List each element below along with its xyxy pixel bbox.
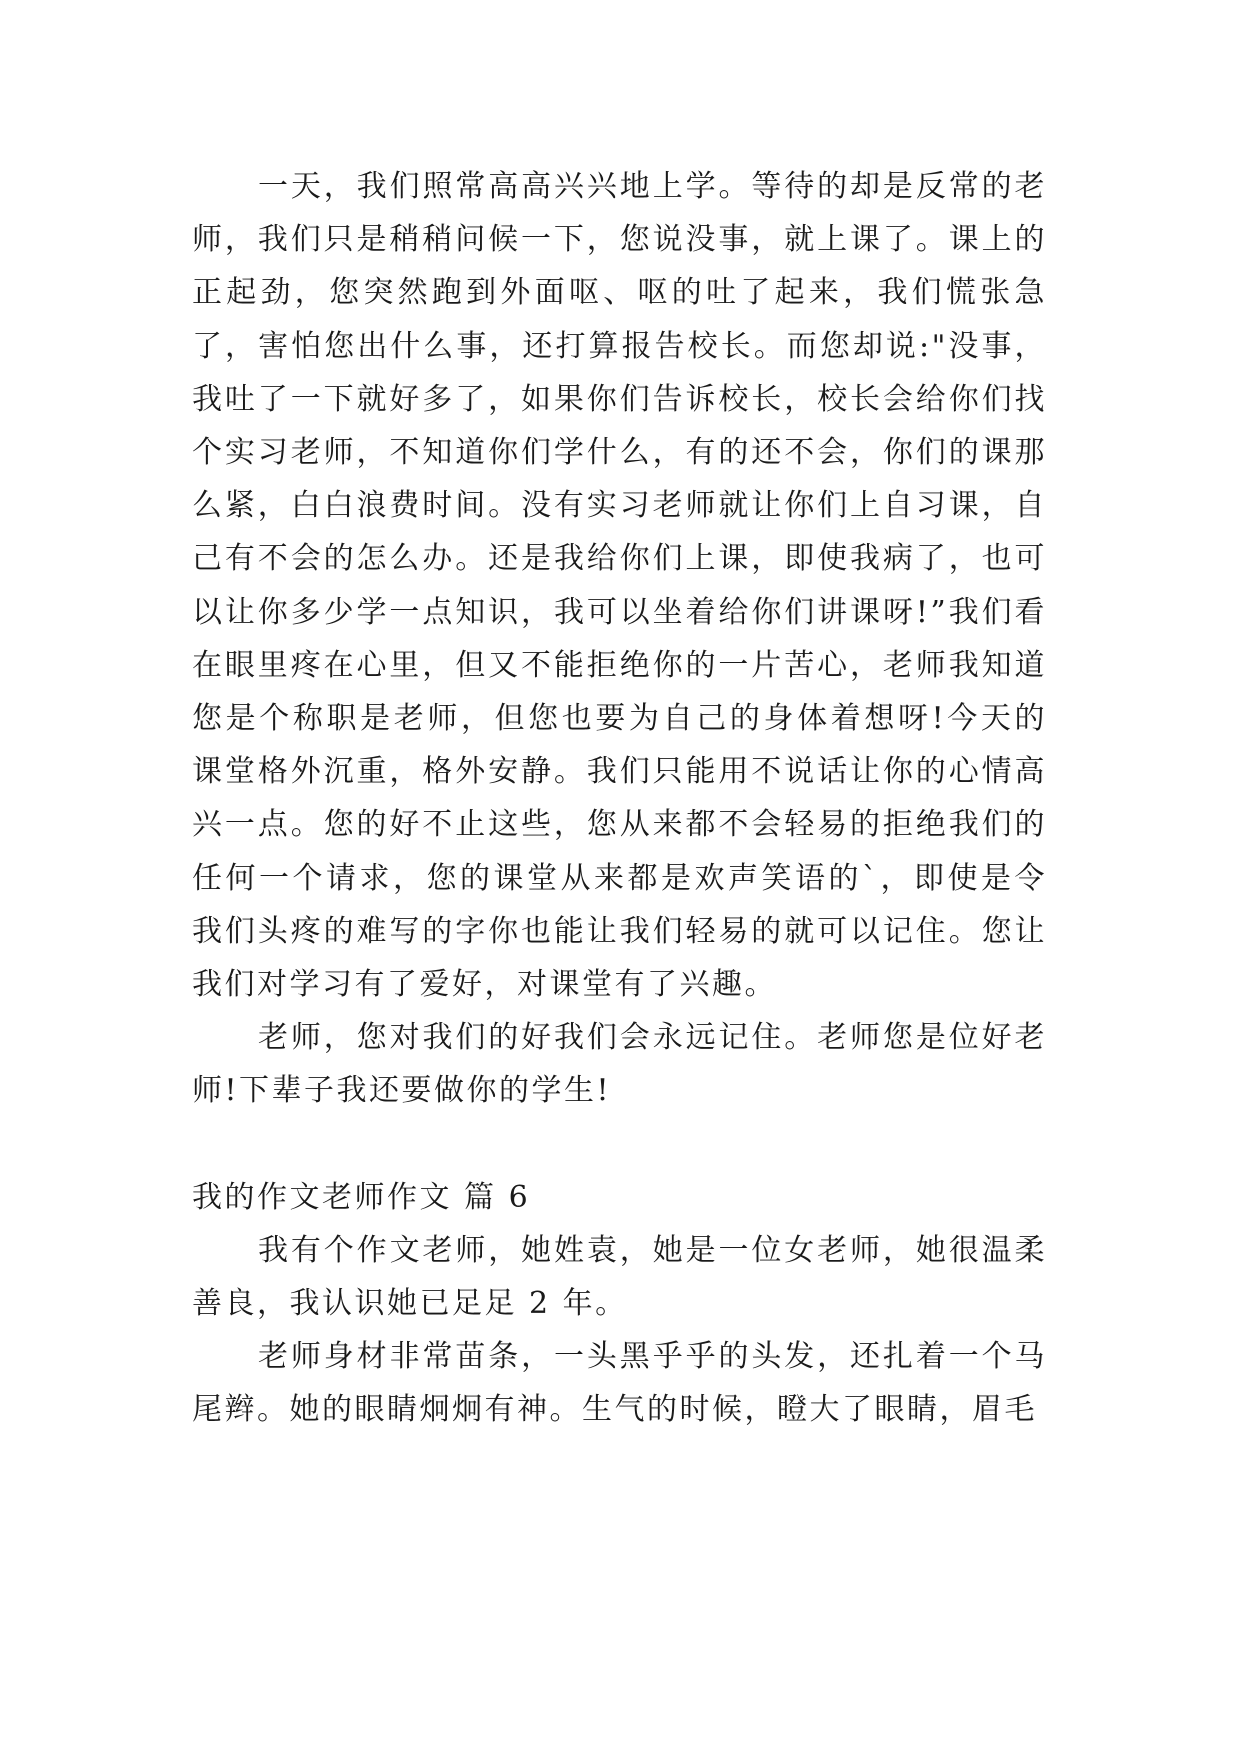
paragraph-teacher-appearance: 老师身材非常苗条，一头黑乎乎的头发，还扎着一个马尾辫。她的眼睛炯炯有神。生气的时候，瞪大了眼睛，眉毛 <box>192 1339 1047 1428</box>
document-body <box>192 160 1047 1437</box>
paragraph-teacher-sick: 一天，我们照常高高兴兴地上学。等待的却是反常的老师，我们只是稍稍问候一下，您说没事，就上课了。课上的正起劲，您突然跑到外面呕、呕的吐了起来，我们慌张急了，害怕您出什么事，还打算报告校长。而您却说:"没事，我吐了一下就好多了，如果你们告诉校长，校长会给你们找个实习老师，不知道你们学什么，有的还不会，你们的课那么紧，白白浪费时间。没有实习老师就让你们上自习课，自己有不会的怎么办。还是我给你们上课，即使我病了，也可以让你多少学一点知识，我可以坐着给你们讲课呀!”我们看在眼里疼在心里，但又不能拒绝你的一片苦心，老师我知道您是个称职是老师，但您也要为自己的身体着想呀!今天的课堂格外沉重，格外安静。我们只能用不说话让你的心情高兴一点。您的好不止这些，您从来都不会轻易的拒绝我们的任何一个请求，您的课堂从来都是欢声笑语的`，即使是令我们头疼的难写的字你也能让我们轻易的就可以记住。您让我们对学习有了爱好，对课堂有了兴趣。 <box>192 169 1047 1003</box>
section-heading: 我的作文老师作文 篇 6 <box>192 1179 531 1215</box>
paragraph-remember-teacher: 老师，您对我们的好我们会永远记住。老师您是位好老师!下辈子我还要做你的学生! <box>192 1020 1047 1109</box>
paragraph-teacher-intro: 我有个作文老师，她姓袁，她是一位女老师，她很温柔善良，我认识她已足足 2 年。 <box>192 1232 1047 1322</box>
